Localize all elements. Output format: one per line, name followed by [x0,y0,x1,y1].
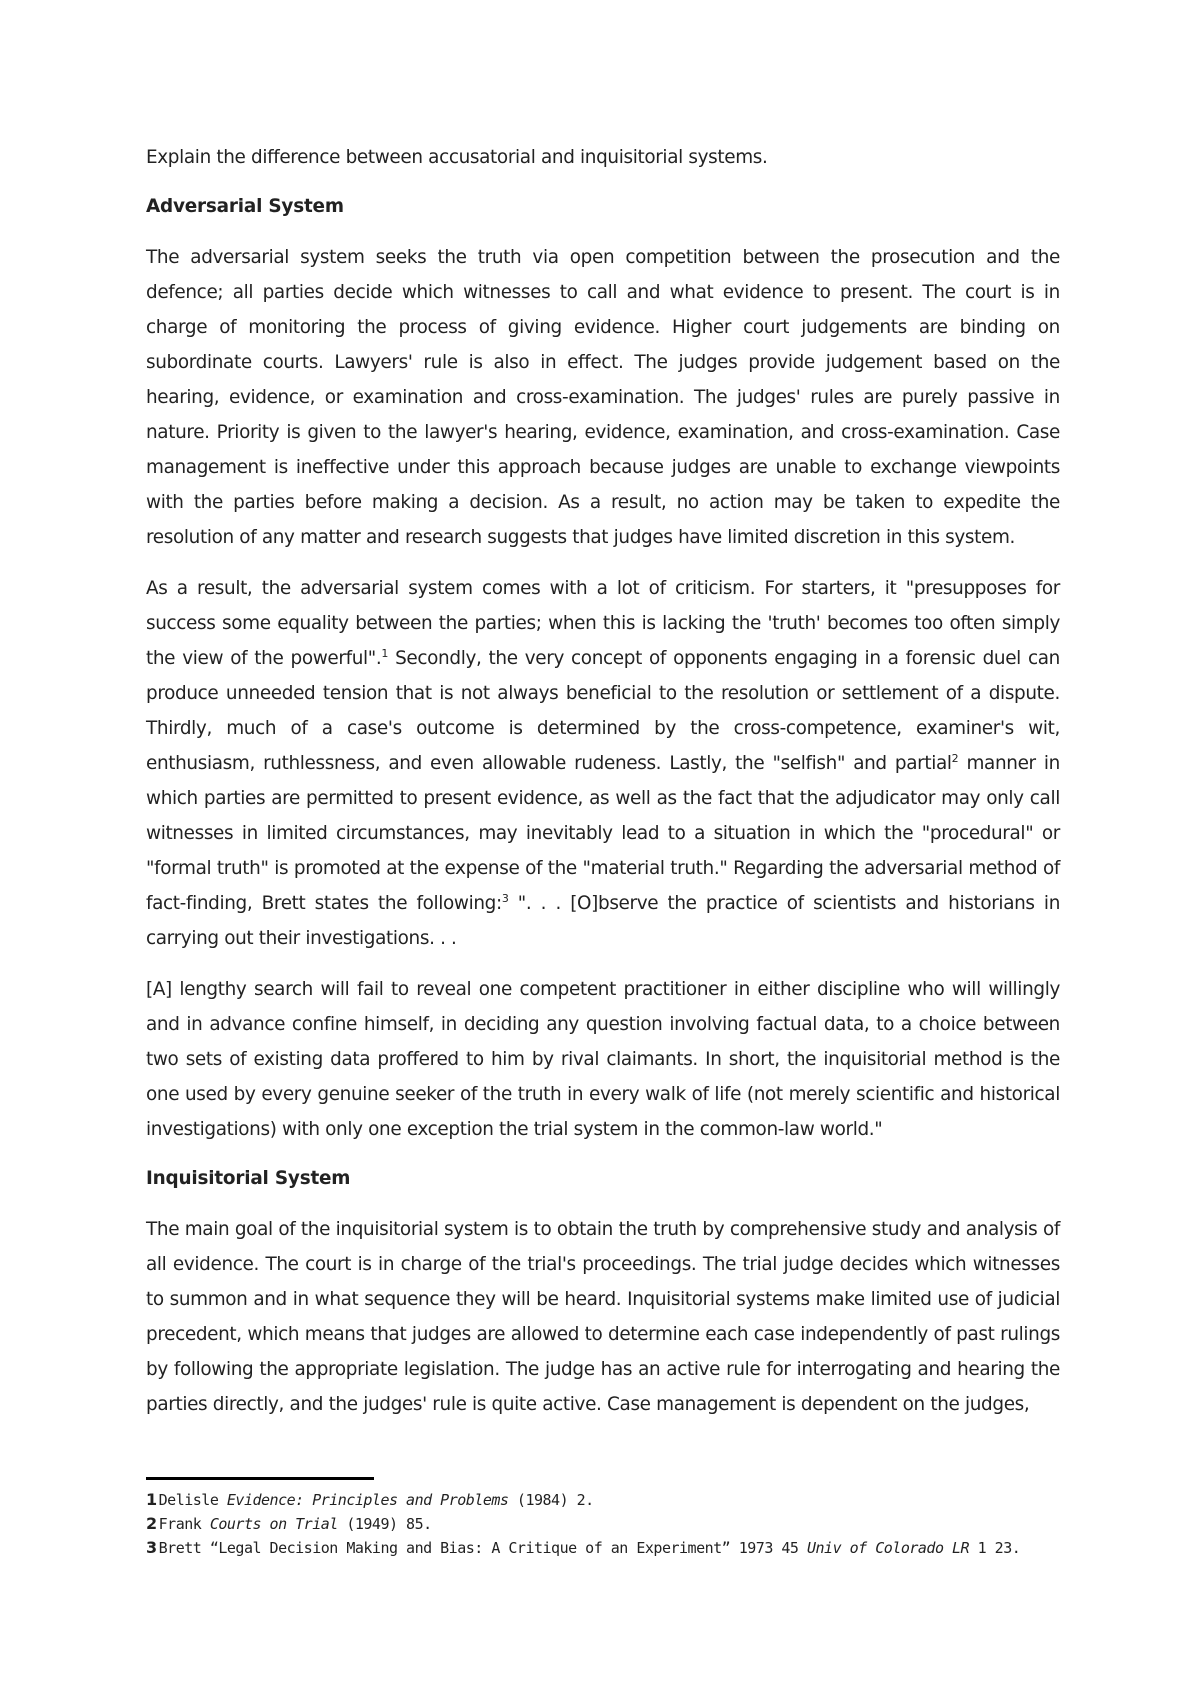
footnote-ref-3[interactable]: 3 [501,891,509,905]
footnote-number: 3 [146,1538,157,1557]
footnote-title: Univ of Colorado LR [806,1539,970,1557]
footnote-1 [146,1488,1060,1512]
footnote-3 [146,1536,1060,1560]
footnote-text: (1949) 85. [337,1515,432,1533]
footnote-text: Delisle [158,1491,227,1509]
adversarial-paragraph-3: [A] lengthy search will fail to reveal one competent practitioner in either discipline who will willingly and in advance confine himself, in deciding any question involving factual data, to a choice between two sets of existing data proffered to him by rival claimants. In short, the inquisitorial method is the one used by every genuine seeker of the truth in every walk of life (not merely scientific and historical investigations) with only one exception the trial system in the common-law world." [146,979,1060,1140]
essay-prompt: Explain the difference between accusatorial and inquisitorial systems. [146,147,768,168]
adversarial-paragraph-1: The adversarial system seeks the truth via open competition between the prosecution and the defence; all parties decide which witnesses to call and what evidence to present. The court is in charge of monitoring the process of giving evidence. Higher court judgements are binding on subordinate courts. Lawyers' rule is also in effect. The judges provide judgement based on the hearing, evidence, or examination and cross-examination. The judges' rules are purely passive in nature. Priority is given to the lawyer's hearing, evidence, examination, and cross-examination. Case management is ineffective under this approach because judges are unable to exchange viewpoints with the parties before making a decision. As a result, no action may be taken to expedite the resolution of any matter and research suggests that judges have limited discretion in this system. [146,247,1060,548]
footnote-text: 1 23. [969,1539,1021,1557]
footnote-2 [146,1512,1060,1536]
footnotes-section [146,1477,1060,1560]
footnote-separator [146,1477,374,1480]
footnote-text: (1984) 2. [508,1491,594,1509]
footnote-ref-1[interactable]: 1 [381,646,389,660]
inquisitorial-paragraph-1: The main goal of the inquisitorial system is to obtain the truth by comprehensive study and analysis of all evidence. The court is in charge of the trial's proceedings. The trial judge decides which witnesses to summon and in what sequence they will be heard. Inquisitorial systems make limited use of judicial precedent, which means that judges are allowed to determine each case independently of past rulings by following the appropriate legislation. The judge has an active rule for interrogating and hearing the parties directly, and the judges' rule is quite active. Case management is dependent on the judges, [146,1219,1060,1415]
heading-inquisitorial-system: Inquisitorial System [146,1168,351,1189]
paragraph-text: As a result, the adversarial system comes with a lot of criticism. For starters, it "presupposes for success some equality between the parties; when this is lacking the 'truth' becomes too often simply the view of the powerful". [146,578,1060,669]
document-body [146,140,1060,1438]
footnote-ref-2[interactable]: 2 [951,751,959,765]
footnote-title: Evidence: Principles and Problems [226,1491,509,1509]
paragraph-text: ". . . [O]bserve the practice of scientists and historians in carrying out their investigations. . . [146,893,1061,949]
heading-adversarial-system: Adversarial System [146,196,344,217]
footnote-number: 1 [146,1490,157,1509]
footnote-number: 2 [146,1514,157,1533]
footnote-title: Courts on Trial [209,1515,338,1533]
footnote-text: Brett “Legal Decision Making and Bias: A Critique of an Experiment” 1973 45 [158,1539,807,1557]
adversarial-paragraph-2 [146,571,1060,956]
paragraph-text: Secondly, the very concept of opponents engaging in a forensic duel can produce unneeded tension that is not always beneficial to the resolution or settlement of a dispute. Thirdly, much of a case's outcome is determined by the cross-competence, examiner's wit, enthusiasm, ruthlessness, and even allowable rudeness. Lastly, the "selfish" and partial [146,648,1060,774]
footnote-text: Frank [158,1515,210,1533]
paragraph-text: manner in which parties are permitted to present evidence, as well as the fact that the adjudicator may only call witnesses in limited circumstances, may inevitably lead to a situation in which the "procedural" or "formal truth" is promoted at the expense of the "material truth." Regarding the adversarial method of fact-finding, Brett states the following: [146,753,1060,914]
